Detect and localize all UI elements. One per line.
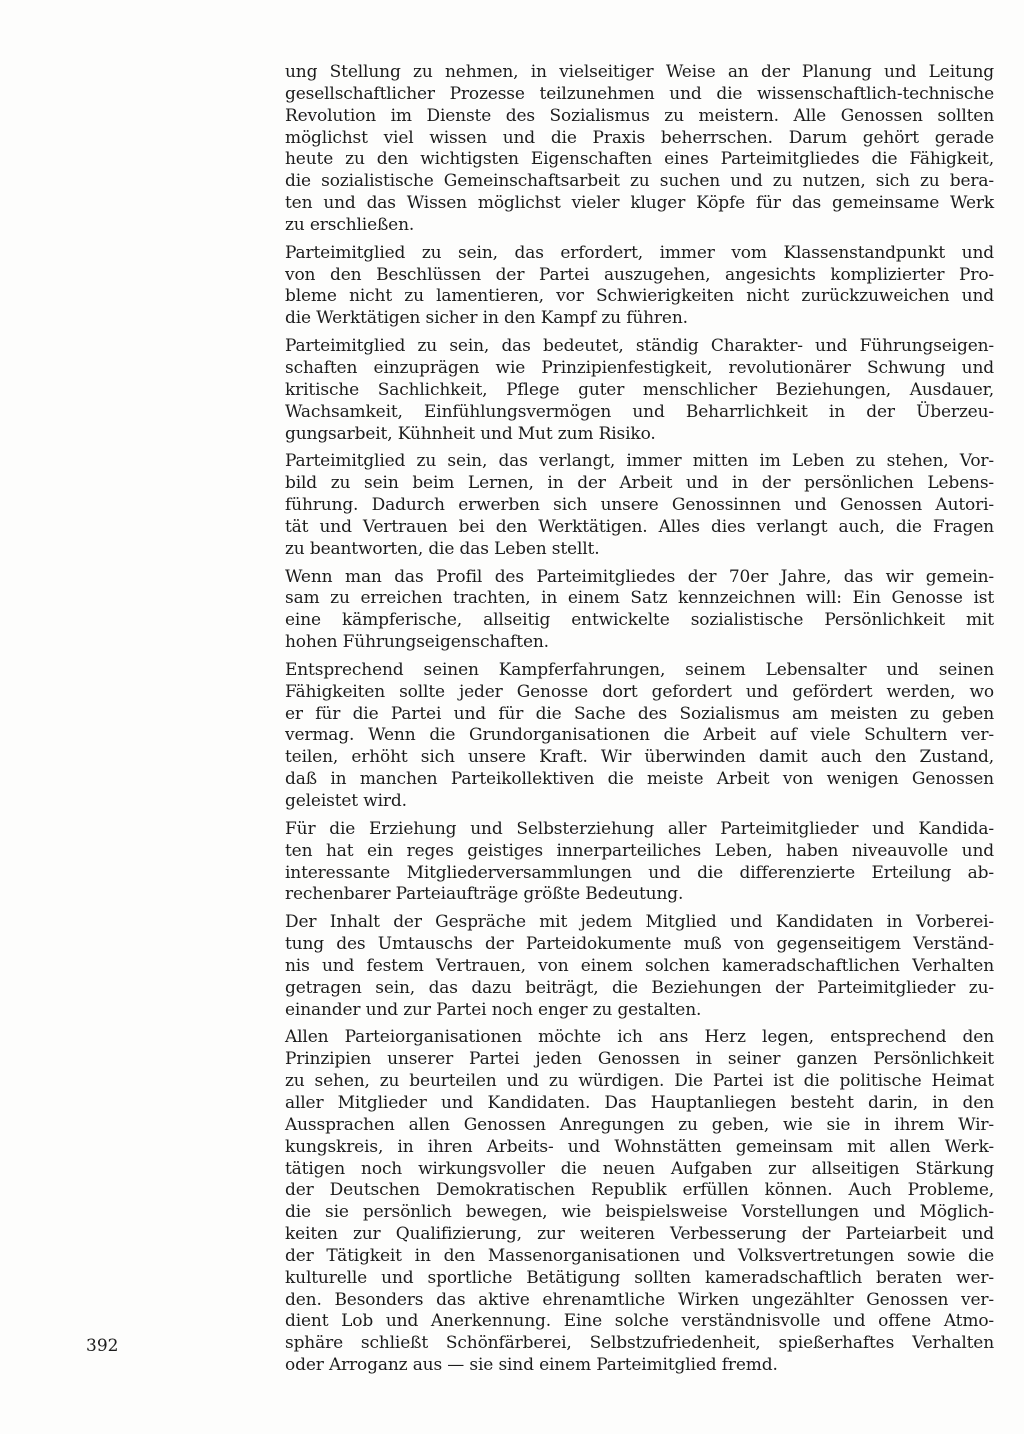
text-line: Fähigkeiten sollte jeder Genosse dort gefordert und gefördert werden, wo [285, 681, 994, 702]
text-line: gungsarbeit, Kühnheit und Mut zum Risiko. [285, 423, 656, 444]
text-line: ten hat ein reges geistiges innerparteiliches Leben, haben niveauvolle und [285, 840, 994, 861]
body-text [285, 62, 994, 1383]
paragraph [285, 336, 994, 445]
text-line: kulturelle und sportliche Betätigung sollten kameradschaftlich beraten wer- [285, 1267, 994, 1288]
text-line: Allen Parteiorganisationen möchte ich ans Herz legen, entsprechend den [285, 1027, 994, 1048]
text-line: bild zu sein beim Lernen, in der Arbeit und in der persönlichen Lebens- [285, 473, 994, 494]
text-line: tätigen noch wirkungsvoller die neuen Aufgaben zur allseitigen Stärkung [285, 1158, 994, 1179]
text-line: aller Mitglieder und Kandidaten. Das Hauptanliegen besteht darin, in den [285, 1092, 994, 1113]
text-line: keiten zur Qualifizierung, zur weiteren Verbesserung der Parteiarbeit und [285, 1224, 994, 1245]
text-line: nis und festem Vertrauen, von einem solchen kameradschaftlichen Verhalten [285, 955, 994, 976]
text-line: tät und Vertrauen bei den Werktätigen. Alles dies verlangt auch, die Fragen [285, 516, 994, 537]
text-line: sphäre schließt Schönfärberei, Selbstzufriedenheit, spießerhaftes Verhalten [285, 1333, 994, 1354]
text-line: dient Lob und Anerkennung. Eine solche verständnisvolle und offene Atmo- [285, 1311, 994, 1332]
text-line: die sozialistische Gemeinschaftsarbeit zu suchen und zu nutzen, sich zu bera- [285, 171, 994, 192]
paragraph [285, 451, 994, 560]
text-line: getragen sein, das dazu beiträgt, die Beziehungen der Parteimitglieder zu- [285, 977, 994, 998]
paragraph [285, 660, 994, 813]
text-line: einander und zur Partei noch enger zu gestalten. [285, 999, 702, 1020]
paragraph [285, 62, 994, 237]
text-line: Wenn man das Profil des Parteimitgliedes der 70er Jahre, das wir gemein- [285, 566, 994, 587]
text-line: Parteimitglied zu sein, das erfordert, immer vom Klassenstandpunkt und [285, 242, 994, 263]
text-line: Wachsamkeit, Einfühlungsvermögen und Beharrlichkeit in der Überzeu- [285, 401, 994, 422]
text-line: die Werktätigen sicher in den Kampf zu führen. [285, 308, 688, 329]
text-line: führung. Dadurch erwerben sich unsere Genossinnen und Genossen Autori- [285, 495, 994, 516]
text-line: Entsprechend seinen Kampferfahrungen, seinem Lebensalter und seinen [285, 659, 994, 680]
text-line: ung Stellung zu nehmen, in vielseitiger Weise an der Planung und Leitung [285, 62, 994, 82]
page-number: 392 [86, 1336, 119, 1356]
text-line: gesellschaftlicher Prozesse teilzunehmen und die wissenschaftlich-technische [285, 83, 994, 104]
text-line: hohen Führungseigenschaften. [285, 632, 549, 653]
text-line: der Tätigkeit in den Massenorganisationen und Volksvertretungen sowie die [285, 1245, 994, 1266]
text-line: interessante Mitgliederversammlungen und die differenzierte Erteilung ab- [285, 862, 994, 883]
text-line: teilen, erhöht sich unsere Kraft. Wir überwinden damit auch den Zustand, [285, 747, 994, 768]
text-line: die sie persönlich bewegen, wie beispielsweise Vorstellungen und Möglich- [285, 1202, 994, 1223]
text-line: heute zu den wichtigsten Eigenschaften eines Parteimitgliedes die Fähigkeit, [285, 149, 994, 170]
text-line: bleme nicht zu lamentieren, vor Schwierigkeiten nicht zurückzuweichen und [285, 286, 994, 307]
text-line: Parteimitglied zu sein, das verlangt, immer mitten im Leben zu stehen, Vor- [285, 451, 994, 472]
text-line: Für die Erziehung und Selbsterziehung aller Parteimitglieder und Kandida- [285, 818, 994, 839]
text-line: eine kämpferische, allseitig entwickelte sozialistische Persönlichkeit mit [285, 610, 994, 631]
text-line: ten und das Wissen möglichst vieler kluger Köpfe für das gemeinsame Werk [285, 193, 994, 214]
text-line: er für die Partei und für die Sache des Sozialismus am meisten zu geben [285, 703, 994, 724]
text-line: geleistet wird. [285, 791, 407, 811]
text-line: vermag. Wenn die Grundorganisationen die Arbeit auf viele Schultern ver- [285, 725, 994, 746]
text-line: sam zu erreichen trachten, in einem Satz kennzeichnen will: Ein Genosse ist [285, 588, 994, 609]
text-line: schaften einzuprägen wie Prinzipienfestigkeit, revolutionärer Schwung und [285, 357, 994, 378]
paragraph [285, 819, 994, 906]
text-line: daß in manchen Parteikollektiven die meiste Arbeit von wenigen Genossen [285, 769, 994, 790]
text-line: den. Besonders das aktive ehrenamtliche Wirken ungezählter Genossen ver- [285, 1289, 994, 1310]
text-line: tung des Umtauschs der Parteidokumente muß von gegenseitigem Verständ- [285, 934, 994, 955]
text-line: kritische Sachlichkeit, Pflege guter menschlicher Beziehungen, Ausdauer, [285, 379, 994, 400]
text-line: möglichst viel wissen und die Praxis beherrschen. Darum gehört gerade [285, 127, 994, 148]
text-line: Prinzipien unserer Partei jeden Genossen in seiner ganzen Persönlichkeit [285, 1049, 994, 1070]
text-line: rechenbarer Parteiaufträge größte Bedeutung. [285, 884, 684, 905]
text-line: zu beantworten, die das Leben stellt. [285, 538, 600, 559]
text-line: zu erschließen. [285, 214, 415, 235]
text-line: Revolution im Dienste des Sozialismus zu meistern. Alle Genossen sollten [285, 105, 994, 126]
text-line: zu sehen, zu beurteilen und zu würdigen. Die Partei ist die politische Heimat [285, 1071, 994, 1092]
text-line: kungskreis, in ihren Arbeits- und Wohnstätten gemeinsam mit allen Werk- [285, 1136, 994, 1157]
text-line: Parteimitglied zu sein, das bedeutet, ständig Charakter- und Führungseigen- [285, 336, 994, 357]
paragraph [285, 243, 994, 330]
paragraph [285, 567, 994, 654]
paragraph [285, 1027, 994, 1377]
text-line: Der Inhalt der Gespräche mit jedem Mitglied und Kandidaten in Vorberei- [285, 912, 994, 933]
text-line: Aussprachen allen Genossen Anregungen zu geben, wie sie in ihrem Wir- [285, 1114, 994, 1135]
text-line: der Deutschen Demokratischen Republik erfüllen können. Auch Probleme, [285, 1180, 994, 1201]
text-line: oder Arroganz aus — sie sind einem Parteimitglied fremd. [285, 1355, 778, 1376]
text-line: von den Beschlüssen der Partei auszugehen, angesichts komplizierter Pro- [285, 264, 994, 285]
paragraph [285, 912, 994, 1021]
